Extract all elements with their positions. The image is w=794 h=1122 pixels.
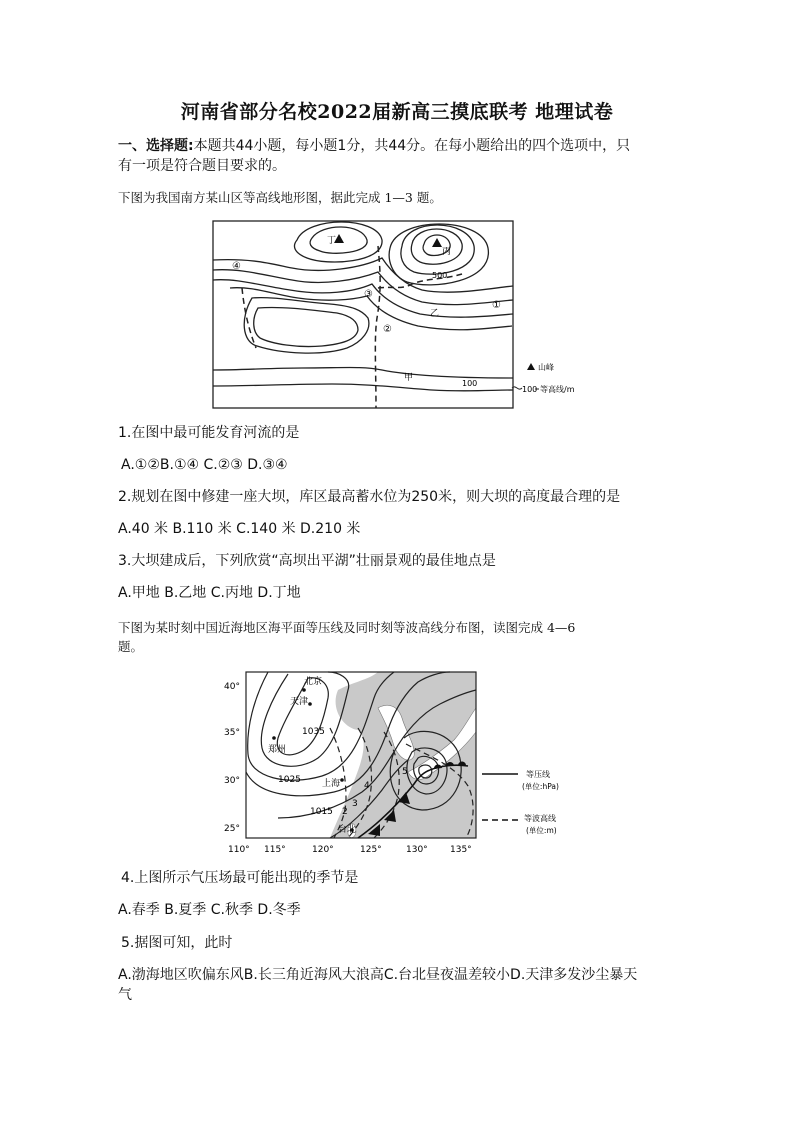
city-beijing: 北京	[304, 677, 323, 687]
legend-contour-value: 100	[522, 385, 538, 394]
marker-1: ①	[492, 300, 501, 311]
group2-intro-line1: 下图为某时刻中国近海地区海平面等压线及同时刻等波高线分布图，读图完成 4—6	[118, 620, 576, 635]
isobar-1015: 1015	[310, 807, 333, 817]
label-jia: 甲	[404, 373, 414, 383]
q1-stem: 1.在图中最可能发育河流的是	[118, 425, 300, 441]
lon-135: 135°	[450, 845, 472, 855]
q1-options: A.①②B.①④ C.②③ D.③④	[121, 457, 288, 473]
section-instructions-line1	[118, 136, 630, 156]
lat-30: 30°	[224, 776, 240, 786]
exam-title: 河南省部分名校2022届新高三摸底联考 地理试卷	[180, 101, 614, 123]
lon-120: 120°	[312, 845, 334, 855]
label-yi: 乙	[430, 309, 440, 319]
legend-peak: 山峰	[538, 363, 554, 372]
q2-options: A.40 米 B.110 米 C.140 米 D.210 米	[118, 521, 361, 537]
legend-wave: 等波高线	[524, 814, 556, 823]
city-tianjin: 天津	[290, 697, 309, 707]
wave-3: 3	[352, 799, 358, 809]
q5-options-line1: A.渤海地区吹偏东风B.长三角近海风大浪高C.台北昼夜温差较小D.天津多发沙尘暴天	[118, 967, 638, 983]
marker-3: ③	[364, 289, 373, 300]
q5-options-line2: 气	[118, 987, 132, 1003]
q5-stem: 5.据图可知，此时	[121, 935, 233, 951]
marker-4: ④	[232, 261, 241, 272]
q3-options: A.甲地 B.乙地 C.丙地 D.丁地	[118, 585, 301, 601]
group2-intro-line2: 题。	[118, 639, 144, 654]
city-zhengzhou: 郑州	[268, 745, 287, 755]
marker-2: ②	[383, 324, 392, 335]
legend-isobar-unit: (单位:hPa)	[522, 782, 559, 791]
label-contour-100: 100	[462, 379, 478, 388]
lon-115: 115°	[264, 845, 286, 855]
wave-4: 4	[364, 781, 370, 791]
lat-35: 35°	[224, 728, 240, 738]
lon-125: 125°	[360, 845, 382, 855]
legend-isobar: 等压线	[526, 770, 550, 779]
lon-110: 110°	[228, 845, 250, 855]
q4-options: A.春季 B.夏季 C.秋季 D.冬季	[118, 902, 301, 918]
lat-40: 40°	[224, 682, 240, 692]
peak-legend-icon	[527, 363, 535, 370]
city-taibei: 台北	[338, 825, 357, 835]
legend-wave-unit: (单位:m)	[526, 826, 557, 835]
isobar-1025: 1025	[278, 775, 301, 785]
lat-25: 25°	[224, 824, 240, 834]
q4-stem: 4.上图所示气压场最可能出现的季节是	[121, 870, 359, 886]
isobar-wave-map-figure	[218, 668, 578, 860]
label-contour-500: 500	[432, 271, 448, 280]
lon-130: 130°	[406, 845, 428, 855]
legend-contour: 等高线/m	[540, 385, 575, 394]
q3-stem: 3.大坝建成后，下列欣赏“高坝出平湖”壮丽景观的最佳地点是	[118, 553, 496, 569]
wave-2: 2	[342, 807, 348, 817]
section-heading: 一、选择题:	[118, 138, 194, 154]
q2-stem: 2.规划在图中修建一座大坝，库区最高蓄水位为250米，则大坝的高度最合理的是	[118, 489, 621, 505]
city-shanghai: 上海	[322, 779, 341, 789]
label-bing: 丙	[442, 247, 452, 257]
label-ding: 丁	[327, 236, 337, 246]
isobar-1035: 1035	[302, 727, 325, 737]
section-desc-1: 本题共44小题，每小题1分，共44分。在每小题给出的四个选项中，只	[193, 138, 631, 154]
section-instructions-line2: 有一项是符合题目要求的。	[118, 158, 286, 174]
group1-intro: 下图为我国南方某山区等高线地形图，据此完成 1—3 题。	[118, 190, 442, 205]
wave-5: 5	[402, 767, 408, 777]
contour-map-figure	[212, 218, 584, 412]
